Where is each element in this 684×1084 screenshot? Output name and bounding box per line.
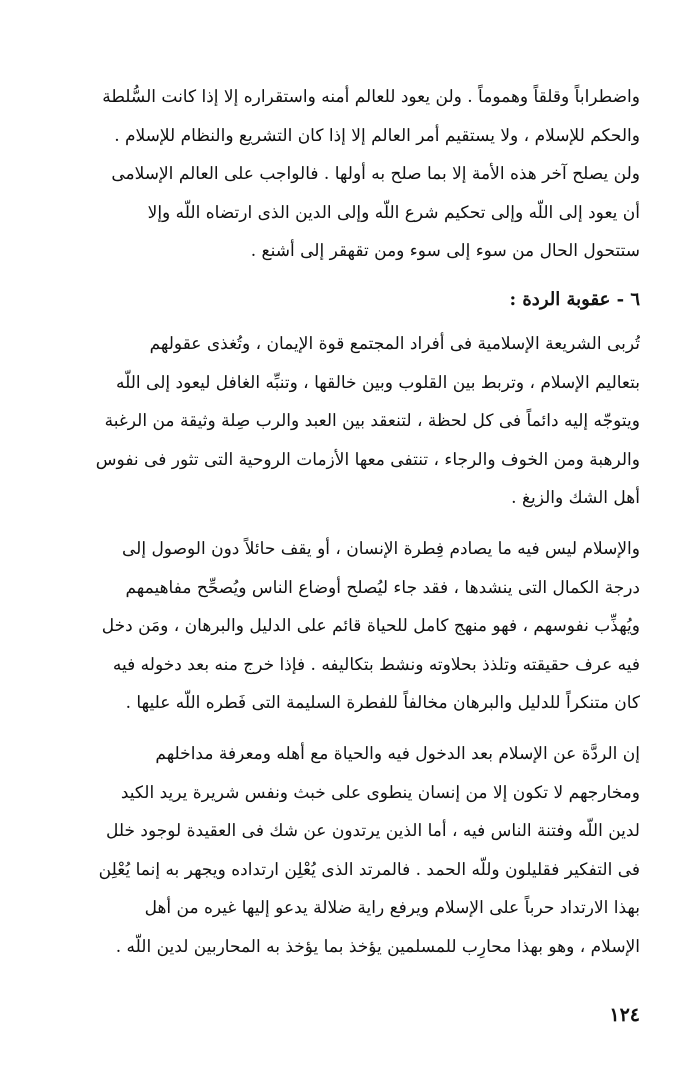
paragraph-line: واضطراباً وقلقاً وهموماً . ولن يعود للعالم أمنه واستقراره إلا إذا كانت السُّلطة [102,87,640,107]
paragraph-line: درجة الكمال التى ينشدها ، فقد جاء ليُصلح أوضاع الناس ويُصحِّح مفاهيمهم [125,577,640,598]
paragraph-line: ويتوجّه إليه دائماً فى كل لحظة ، لتنعقد بين العبد والرب صِلة وثيقة من الرغبة [104,411,640,431]
body-paragraph-1 [48,325,640,518]
paragraph-line: والرهبة ومن الخوف والرجاء ، تنتفى معها الأزمات الروحية التى تثور فى نفوس [95,449,640,470]
paragraph-line: بتعاليم الإسلام ، وتربط بين القلوب وبين خالقها ، وتنبِّه الغافل ليعود إلى اللّه [115,372,640,393]
paragraph-line: الإسلام ، وهو بهذا محارِب للمسلمين يؤخذ بما يؤخذ به المحاربين لدين اللّه . [115,936,640,957]
page-number: ١٢٤ [609,1004,640,1026]
paragraph-line: إن الردَّة عن الإسلام بعد الدخول فيه والحياة مع أهله ومعرفة مداخلهم [155,744,640,764]
body-paragraph-2 [48,530,640,723]
paragraph-line: أن يعود إلى اللّه وإلى تحكيم شرع اللّه وإلى الدين الذى ارتضاه اللّه وإلا [147,202,640,223]
paragraph-line: ستتحول الحال من سوء إلى سوء ومن تقهقر إلى أشنع . [250,241,640,261]
section-heading: ٦ - عقوبة الردة : [509,289,640,310]
paragraph-line: تُربى الشريعة الإسلامية فى أفراد المجتمع قوة الإيمان ، وتُغذى عقولهم [149,334,640,354]
paragraph-line: فيه عرف حقيقته وتلذذ بحلاوته ونشط بتكاليفه . فإذا خرج منه بعد دخوله فيه [112,654,640,675]
paragraph-line: أهل الشك والزيغ . [511,488,640,508]
paragraph-line: ومخارجهم لا تكون إلا من إنسان ينطوى على خبث ونفس شريرة يريد الكيد [120,782,640,803]
paragraph-line: فى التفكير فقليلون وللّه الحمد . فالمرتد الذى يُعْلِن ارتداده ويجهر به إنما يُعْلِن [98,859,640,880]
body-paragraph-3 [48,735,640,966]
paragraph-line: ولن يصلح آخر هذه الأمة إلا بما صلح به أولها . فالواجب على العالم الإسلامى [111,164,640,184]
paragraph-line: ويُهذِّب نفوسهم ، فهو منهج كامل للحياة قائم على الدليل والبرهان ، ومَن دخل [101,616,640,636]
paragraph-line: لدين اللّه وفتنة الناس فيه ، أما الذين يرتدون عن شك فى العقيدة لوجود خلل [105,821,640,841]
paragraph-line: والحكم للإسلام ، ولا يستقيم أمر العالم إلا إذا كان التشريع والنظام للإسلام . [114,125,640,146]
paragraph-line: بهذا الارتداد حرباً على الإسلام ويرفع راية ضلالة يدعو إليها غيره من أهل [144,898,640,918]
paragraph-line: والإسلام ليس فيه ما يصادم فِطرة الإنسان ، أو يقف حائلاً دون الوصول إلى [121,539,640,559]
intro-paragraph [48,78,640,271]
paragraph-line: كان متنكراً للدليل والبرهان مخالفاً للفطرة السليمة التى فَطره اللّه عليها . [125,693,640,713]
